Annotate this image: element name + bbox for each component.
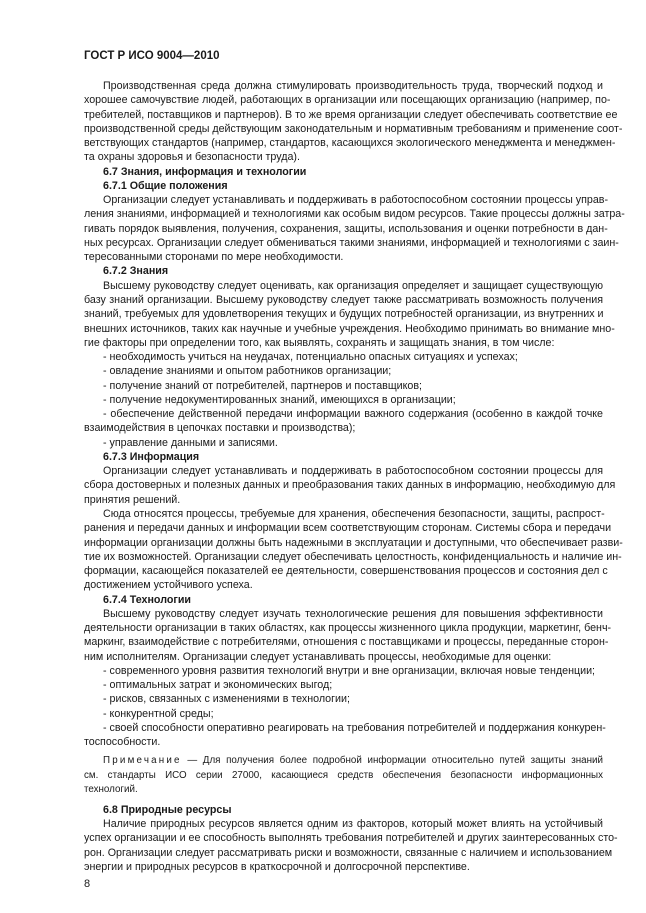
paragraph xyxy=(84,79,623,165)
text-line: - конкурентной среды; xyxy=(103,707,214,720)
text-line: производственной среды действующим законодательным и нормативным требованиям и применение соот- xyxy=(84,122,623,135)
text-line: Наличие природных ресурсов является одним из факторов, который может влиять на устойчивый xyxy=(103,818,603,831)
text-line: - современного уровня развития технологий внутри и вне организации, включая новые тенденции; xyxy=(103,664,596,677)
note-paragraph xyxy=(84,754,603,796)
text-line: успех организации и ее способность выполнять требования потребителей и других заинтересованных сто- xyxy=(84,832,618,845)
text-line: тересованными сторонами по мере необходимости. xyxy=(84,251,344,264)
text-line: Высшему руководству следует изучать технологические решения для повышения эффективности xyxy=(103,607,603,620)
text-line: технологий. xyxy=(84,783,138,795)
text-line: информации организации должны быть надежными в эксплуатации и доступными, что обеспечивает разви- xyxy=(84,536,623,549)
paragraph xyxy=(84,464,616,507)
section-heading: 6.7.1 Общие положения xyxy=(103,179,228,192)
text-line: Сюда относятся процессы, требуемые для хранения, обеспечения безопасности, защиты, распрост- xyxy=(103,507,605,520)
text-line: - обеспечение действенной передачи информации важного содержания (особенно в каждой точке xyxy=(103,408,603,421)
text-line: - своей способности оперативно реагировать на требования потребителей и поддержания конкурен- xyxy=(103,721,606,734)
text-line: - рисков, связанных с изменениями в технологии; xyxy=(103,693,350,706)
text-line: деятельности организации в таких областях, как процессы жизненного цикла продукции, маркетинг, бенч- xyxy=(84,622,612,635)
text-line: Высшему руководству следует оценивать, как организация определяет и защищает существующую xyxy=(103,279,603,292)
text-line: требителей, поставщиков и партнеров). В то же время организации следует обеспечивать соответствие ее xyxy=(84,108,618,121)
text-line: ления знаниями, информацией и технологиями как особым видом ресурсов. Такие процессы должны затра- xyxy=(84,208,625,221)
text-line: внешних источников, таких как научные и учебные учреждения. Необходимо принимать во внимание мно- xyxy=(84,322,615,335)
paragraph xyxy=(84,379,603,393)
paragraph xyxy=(84,692,603,706)
paragraph xyxy=(84,607,612,664)
text-line: базу знаний организации. Высшему руководству следует также рассматривать возможность получения xyxy=(84,293,603,306)
text-line: формации, касающейся показателей ее деятельности, совершенствования процессов и состояния дел с xyxy=(84,565,608,578)
paragraph xyxy=(84,393,603,407)
text-line: гие факторы при определении того, как выявлять, сохранять и защищать знания, в том числе: xyxy=(84,336,555,349)
text-line: ранения и передачи данных и информации всем соответствующим сторонам. Системы сбора и передачи xyxy=(84,522,612,535)
paragraph xyxy=(84,707,603,721)
section-heading: 6.7 Знания, информация и технологии xyxy=(103,165,307,178)
document-body xyxy=(84,79,625,874)
text-line: ним исполнителям. Организации следует устанавливать процессы, необходимые для оценки: xyxy=(84,650,552,663)
paragraph xyxy=(84,364,603,378)
text-line: - получение недокументированных знаний, имеющихся в организации; xyxy=(103,393,456,406)
text-line: взаимодействия в цепочках поставки и производства); xyxy=(84,422,356,435)
paragraph xyxy=(84,407,603,436)
text-line: - овладение знаниями и опытом работников организации; xyxy=(103,365,392,378)
paragraph xyxy=(84,721,606,750)
text-line: принятия решений. xyxy=(84,493,181,506)
text-line: знаний, требуемых для удовлетворения текущих и будущих потребностей организации, из внутренних и xyxy=(84,308,604,321)
text-line: Организации следует устанавливать и поддерживать в работоспособном состоянии процессы управ- xyxy=(103,194,609,207)
text-line: гивать порядок выявления, получения, сохранения, защиты, использования и оценки потребности в дан- xyxy=(84,222,608,235)
section-heading: 6.8 Природные ресурсы xyxy=(103,803,232,816)
text-line: - необходимость учиться на неудачах, потенциально опасных ситуациях и успехах; xyxy=(103,351,518,364)
text-line: маркинг, взаимодействие с потребителями, отношения с поставщиками и процессы, переданные сторон- xyxy=(84,636,609,649)
paragraph xyxy=(84,279,615,350)
text-line: хорошее самочувствие людей, работающих в организации или посещающих организацию (например, по- xyxy=(84,94,611,107)
text-line: рон. Организации следует рассматривать риски и возможности, связанные с наличием и использованием xyxy=(84,846,613,859)
page-number: 8 xyxy=(84,878,91,890)
text-line: энергии и природных ресурсов в краткосрочной и долгосрочной перспективе. xyxy=(84,860,470,873)
text-line: Организации следует устанавливать и поддерживать в работоспособном состоянии процессы для xyxy=(103,465,603,478)
text-line: тоспособности. xyxy=(84,736,161,749)
paragraph xyxy=(84,436,603,450)
note-label: Примечание xyxy=(103,755,182,767)
section-heading: 6.7.4 Технологии xyxy=(103,593,191,606)
document-header: ГОСТ Р ИСО 9004—2010 xyxy=(84,50,220,62)
note-text: — Для получения более подробной информации относительно путей защиты знаний xyxy=(181,755,603,767)
text-line: - оптимальных затрат и экономических выгод; xyxy=(103,679,333,692)
text-line: см. стандарты ИСО серии 27000, касающиеся средств обеспечения безопасности информационных xyxy=(84,769,603,781)
paragraph xyxy=(84,507,623,593)
text-line: Производственная среда должна стимулировать производительность труда, творческий подход и xyxy=(103,80,603,92)
text-line: ных ресурсах. Организации следует обмениваться такими знаниями, информацией и технологиями с заин- xyxy=(84,236,619,249)
text-line: достижением устойчивого успеха. xyxy=(84,579,253,592)
paragraph xyxy=(84,678,603,692)
text-line: - получение знаний от потребителей, партнеров и поставщиков; xyxy=(103,379,423,392)
section-heading: 6.7.3 Информация xyxy=(103,450,200,463)
text-line: ветствующих стандартов (например, стандартов, касающихся экологического менеджмента и менеджмен- xyxy=(84,137,616,150)
text-line: тие их возможностей. Организации следует обеспечивать целостность, конфиденциальность и наличие ин- xyxy=(84,550,622,563)
section-heading: 6.7.2 Знания xyxy=(103,265,169,278)
text-line: - управление данными и записями. xyxy=(103,436,278,449)
paragraph xyxy=(84,350,603,364)
paragraph xyxy=(84,817,618,874)
paragraph xyxy=(84,664,603,678)
text-line: сбора достоверных и полезных данных и преобразования таких данных в информацию, необходимую для xyxy=(84,479,616,492)
text-line xyxy=(84,754,603,768)
text-line: та охраны здоровья и безопасности труда). xyxy=(84,151,300,164)
paragraph xyxy=(84,193,625,264)
